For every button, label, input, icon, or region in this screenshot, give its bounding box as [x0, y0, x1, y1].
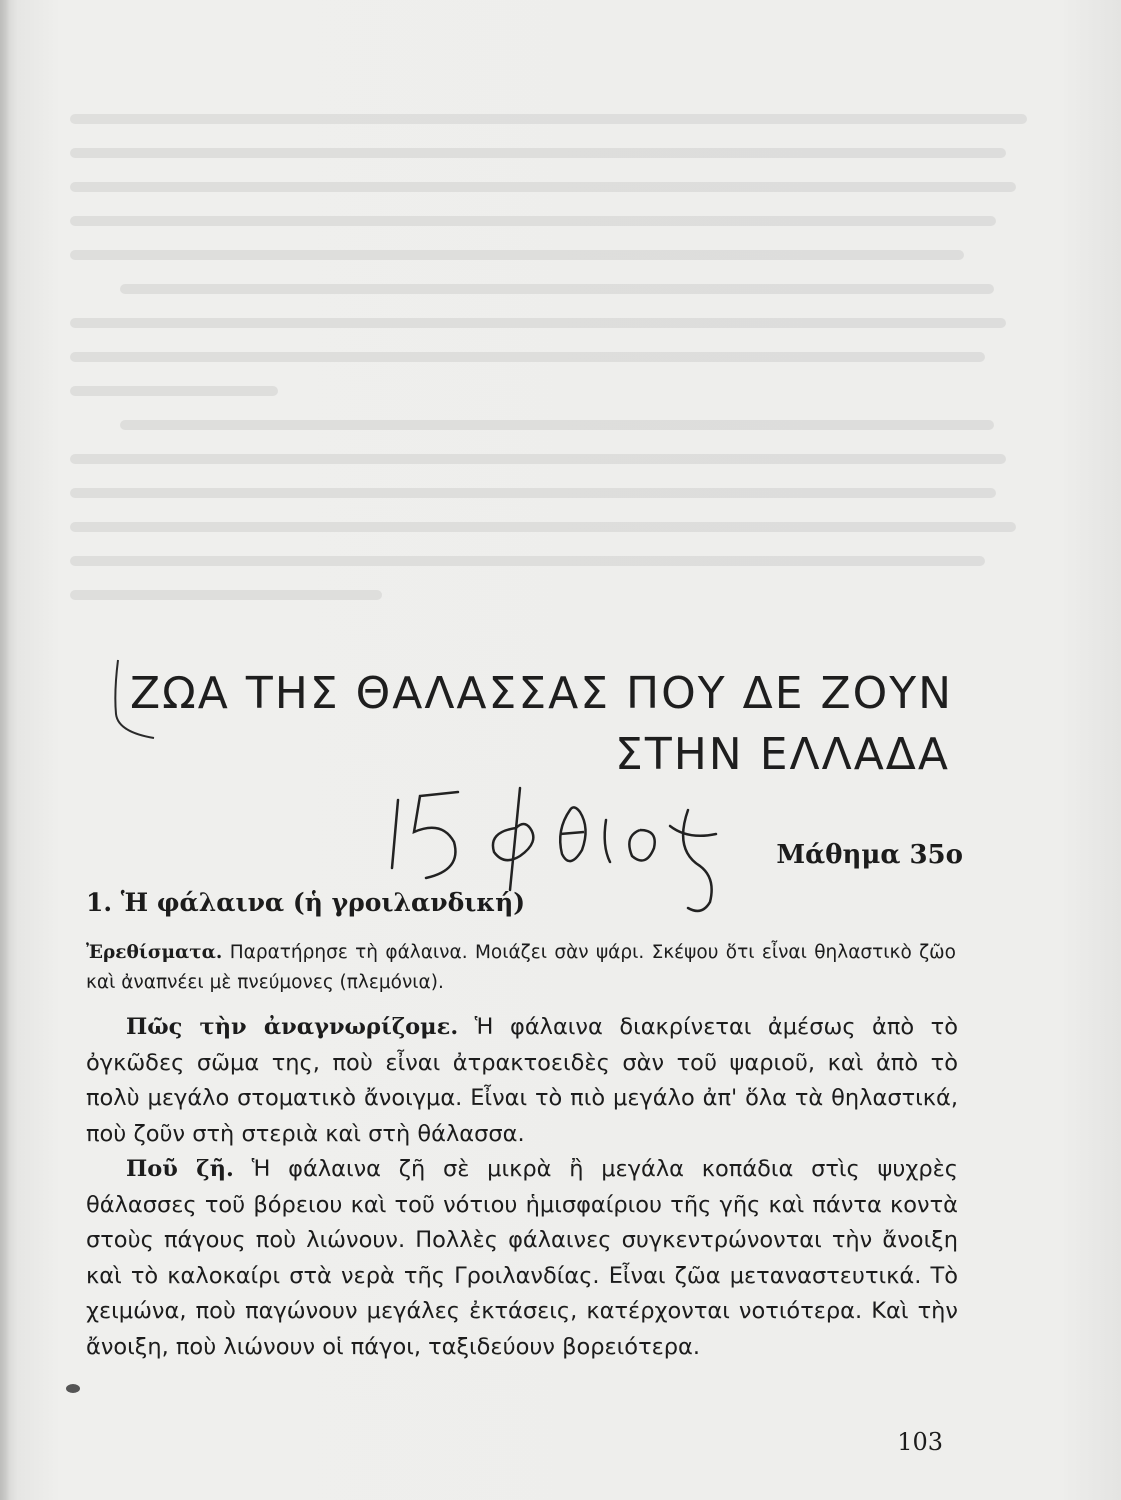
page-number: 103	[897, 1428, 943, 1456]
paragraph-runin-heading: Ποῦ ζῆ.	[126, 1156, 234, 1182]
paragraph-runin-heading: Πῶς τὴν ἀναγνωρίζομε.	[126, 1014, 459, 1040]
ink-mark	[66, 1384, 80, 1393]
section-heading: 1. Ἡ φάλαινα (ἡ γροιλανδική)	[86, 888, 526, 917]
stimuli-label: Ἐρεθίσματα.	[86, 942, 223, 963]
bleed-through-text	[40, 90, 1080, 690]
chapter-heading-line2: ΣΤΗΝ ΕΛΛΑΔΑ	[615, 729, 950, 780]
page-crease-shadow	[0, 0, 10, 1500]
paragraph-recognition	[86, 1010, 958, 1152]
chapter-heading	[130, 668, 960, 780]
stimuli-paragraph	[86, 938, 956, 998]
chapter-heading-line1: ΖΩΑ ΤΗΣ ΘΑΛΑΣΣΑΣ ΠΟΥ ΔΕ ΖΟΥΝ	[130, 668, 954, 719]
paragraph-text: Ἡ φάλαινα ζῆ σὲ μικρὰ ἢ μεγάλα κοπάδια στὶς ψυχρὲς θάλασσες τοῦ βόρειου καὶ τοῦ νότιου ἡμισφαίριου τῆς γῆς καὶ πάντα κοντὰ στοὺς πάγους ποὺ λιώνουν. Πολλὲς φάλαινες συγκεντρώνονται τὴν ἄνοιξη καὶ τὸ καλοκαίρι στὰ νερὰ τῆς Γροιλανδίας. Εἶναι ζῶα μεταναστευτικά. Τὸ χειμώνα, ποὺ παγώνουν μεγάλες ἐκτάσεις, κατέρχονται νοτιότερα. Καὶ τὴν ἄνοιξη, ποὺ λιώνουν οἱ πάγοι, ταξιδεύουν βορειότερα.	[86, 1156, 959, 1360]
paragraph-text: Ἡ φάλαινα διακρίνεται ἀμέσως ἀπὸ τὸ ὀγκῶδες σῶμα της, ποὺ εἶναι ἀτρακτοειδὲς σὰν τοῦ ψαριοῦ, καὶ ἀπὸ τὸ πολὺ μεγάλο στοματικὸ ἄνοιγμα. Εἶναι τὸ πιὸ μεγάλο ἀπ' ὅλα τὰ θηλαστικά, ποὺ ζοῦν στὴ στεριὰ καὶ στὴ θάλασσα.	[86, 1014, 958, 1147]
lesson-number: Μάθημα 35ο	[776, 840, 963, 870]
stimuli-text: Παρατήρησε τὴ φάλαινα. Μοιάζει σὰν ψάρι. Σκέψου ὅτι εἶναι θηλαστικὸ ζῶο καὶ ἀναπνέει μὲ πνεύμονες (πλεμόνια).	[86, 942, 956, 993]
paragraph-habitat	[86, 1152, 958, 1365]
